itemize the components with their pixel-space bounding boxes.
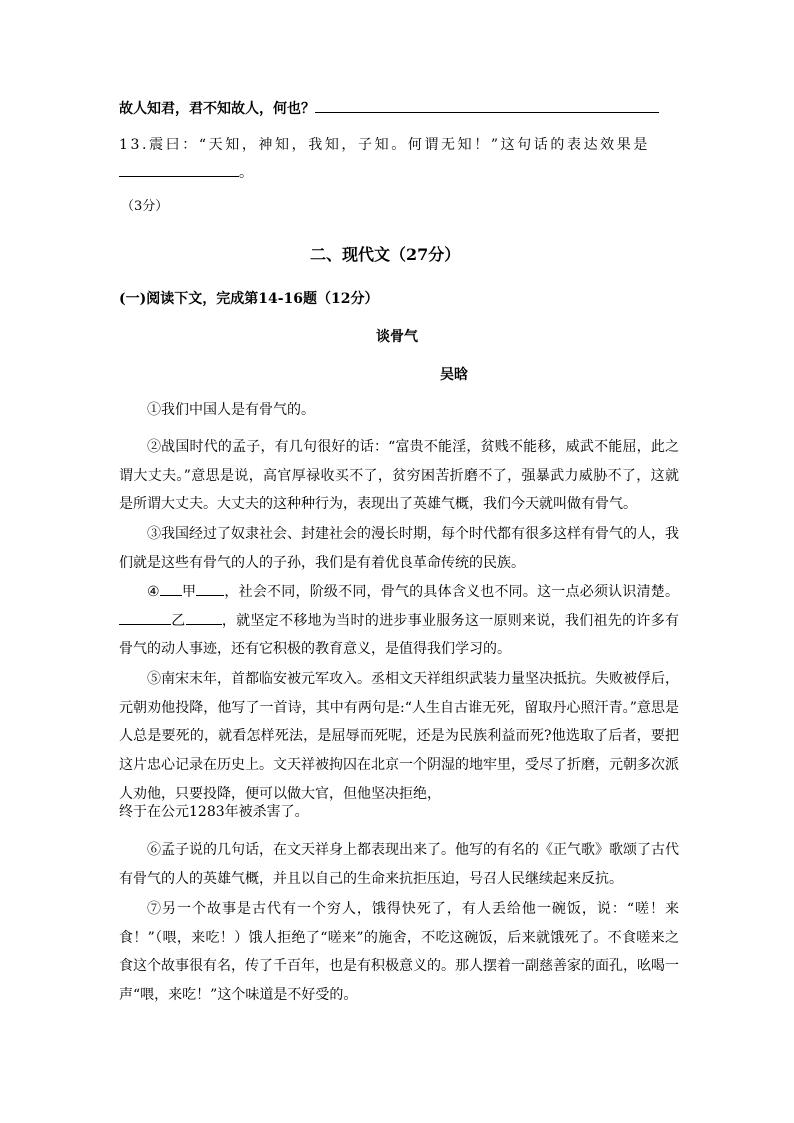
p4-number: ④ — [147, 584, 160, 600]
q13-line2 — [119, 159, 253, 187]
blank-jia-left — [160, 581, 182, 596]
q12-text — [119, 95, 659, 123]
p4-text-b: ，就坚定不移地为当时的进步事业服务这一原则来说，我们祖先的许多有骨气的动人事迹，还有它积极的教育意义，是值得我们学习的。 — [119, 612, 680, 658]
section-title: 二、现代文（27分） — [310, 245, 461, 264]
part-instruction: (一)阅读下文，完成第14-16题（12分） — [119, 291, 379, 307]
article-title: 谈骨气 — [376, 329, 418, 345]
q13-score: （3分） — [121, 199, 169, 214]
paragraph-3: ③我国经过了奴隶社会、封建社会的漫长时期，每个时代都有很多这样有骨气的人，我们就是这些有骨气的人的子孙，我们是有着优良革命传统的民族。 — [119, 526, 679, 571]
article-author: 吴晗 — [440, 367, 468, 383]
q12-tail-text: 故人知君，君不知故人，何也？ — [119, 101, 315, 117]
blank-jia-right[interactable] — [196, 581, 224, 596]
blank-yi-left — [119, 610, 171, 625]
blank-jia-label: 甲 — [181, 584, 197, 600]
paragraph-6: ⑥孟子说的几句话，在文天祥身上都表现出来了。他写的有名的《正气歌》歌颂了古代有骨气的人的英雄气概，并且以自己的生命来抗拒压迫，号召人民继续起来反抗。 — [119, 842, 679, 887]
paragraph-5-end: 终于在公元1283年被杀害了。 — [119, 804, 309, 820]
paragraph-2: ②战国时代的孟子，有几句很好的话：“富贵不能淫，贫贱不能移，威武不能屈，此之谓大丈夫。”意思是说，高官厚禄收买不了，贫穷困苦折磨不了，强暴武力威胁不了，这就是所谓大丈夫。大丈夫的这种种行为，表现出了英雄气概，我们今天就叫做有骨气。 — [119, 439, 679, 513]
p4-text-a: ，社会不同，阶级不同，骨气的具体含义也不同。这一点必须认识清楚。 — [224, 584, 680, 600]
paragraph-4 — [119, 578, 679, 664]
q12-answer-blank[interactable] — [315, 98, 659, 113]
q13-answer-blank[interactable] — [119, 162, 239, 177]
blank-yi-right[interactable] — [186, 610, 222, 625]
paragraph-5: ⑤南宋末年，首都临安被元军攻入。丞相文天祥组织武装力量坚决抵抗。失败被俘后，元朝劝他投降，他写了一首诗，其中有两句是:“人生自古谁无死，留取丹心照汗青。”意思是人总是要死的，就看怎样死法，是屈辱而死呢，还是为民族利益而死?他选取了后者，要把这片忠心记录在历史上。文天祥被拘囚在北京一个阴湿的地牢里，受尽了折磨，元朝多次派人劝他，只要投降，便可以做大官，但他坚决拒绝， — [119, 671, 679, 802]
paragraph-1: ①我们中国人是有骨气的。 — [147, 402, 315, 418]
paragraph-7: ⑦另一个故事是古代有一个穷人，饿得快死了，有人丢给他一碗饭，说：“嗟！来食！”（喂，来吃！）饿人拒绝了“嗟来”的施舍，不吃这碗饭，后来就饿死了。不食嗟来之食这个故事很有名，传了千百年，也是有积极意义的。那人摆着一副慈善家的面孔，吆喝一声“喂，来吃！”这个味道是不好受的。 — [119, 901, 679, 1004]
blank-yi-label: 乙 — [171, 612, 186, 629]
q13-line1: 13.震曰：“天知，神知，我知，子知。何谓无知！”这句话的表达效果是 — [119, 137, 650, 153]
q13-end: 。 — [239, 165, 253, 181]
